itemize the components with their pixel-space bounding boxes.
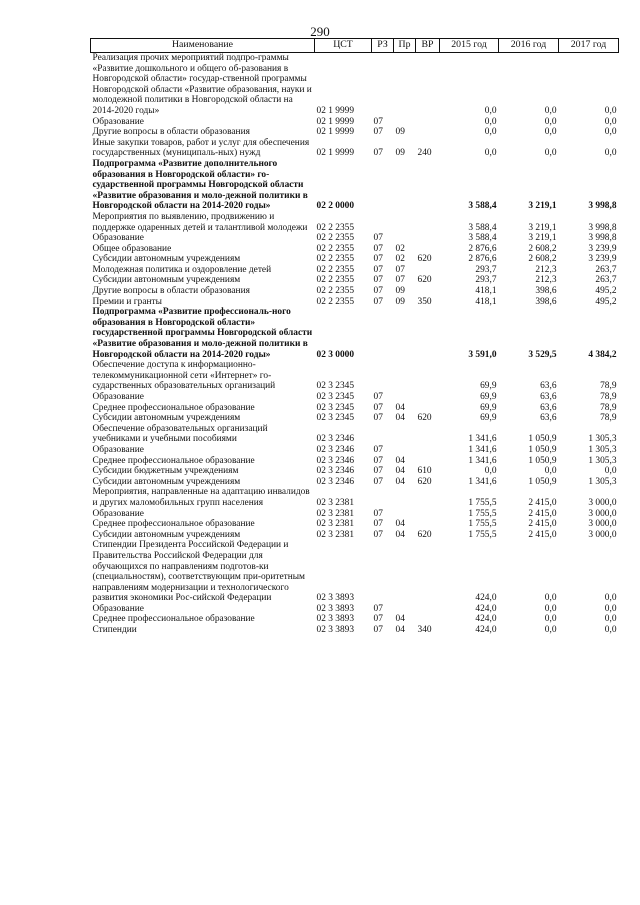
- row-value-2017: 3 998,8: [588, 222, 617, 233]
- row-code: 02 2 2355: [316, 286, 354, 297]
- row-name: Другие вопросы в области образования: [92, 127, 250, 138]
- table-row: [91, 424, 619, 445]
- table-body: [91, 53, 619, 636]
- row-value-2016: 63,6: [540, 402, 557, 413]
- row-name: Среднее профессиональное образование: [92, 614, 255, 625]
- row-value-2015: 418,1: [475, 286, 497, 297]
- row-name: Среднее профессиональное образование: [92, 519, 255, 530]
- row-code: 02 1 9999: [316, 116, 354, 127]
- row-expense-type: [416, 445, 440, 456]
- row-value-2017: 78,9: [600, 392, 617, 402]
- row-expense-type: [416, 614, 440, 625]
- row-value-2015: 0,0: [484, 127, 497, 138]
- row-subsection: 04: [395, 614, 405, 625]
- row-expense-type: [416, 286, 440, 297]
- row-value-2016: 0,0: [544, 593, 557, 604]
- header-code: ЦСТ: [315, 39, 372, 53]
- row-section: 07: [373, 614, 383, 625]
- row-section: 07: [373, 148, 383, 159]
- header-2015: 2015 год: [440, 39, 499, 53]
- row-name: Образование: [92, 233, 144, 244]
- row-section: 07: [373, 413, 383, 424]
- table-row: [91, 275, 619, 286]
- row-subsection: [394, 212, 416, 233]
- row-subsection: [394, 445, 416, 456]
- row-value-2016: 63,6: [540, 413, 557, 424]
- row-name: Образование: [92, 603, 144, 614]
- row-section: 07: [373, 625, 383, 636]
- row-code: 02 3 2346: [316, 476, 354, 487]
- row-value-2015: 3 588,4: [468, 222, 497, 233]
- row-subsection: 09: [395, 286, 405, 297]
- row-name: Образование: [92, 508, 144, 519]
- table-row: [91, 540, 619, 604]
- table-row: [91, 413, 619, 424]
- row-value-2016: 1 050,9: [528, 455, 557, 466]
- table-row: [91, 509, 619, 520]
- row-section: 07: [373, 296, 383, 307]
- row-expense-type: [416, 403, 440, 414]
- row-value-2017: 3 998,8: [588, 201, 617, 212]
- row-section: [372, 307, 394, 360]
- row-value-2016: 3 529,5: [528, 349, 557, 360]
- row-value-2015: 69,9: [480, 413, 497, 424]
- row-subsection: [394, 53, 416, 117]
- row-value-2017: 3 000,0: [588, 529, 617, 540]
- row-value-2015: 0,0: [484, 105, 497, 116]
- row-value-2016: 2 415,0: [528, 508, 557, 519]
- table-row: [91, 360, 619, 392]
- row-value-2016: 212,3: [535, 275, 557, 286]
- row-code: 02 3 2345: [316, 392, 354, 402]
- row-subsection: 04: [395, 466, 405, 477]
- row-subsection: 04: [395, 529, 405, 540]
- row-value-2015: 424,0: [475, 625, 497, 636]
- row-name: Образование: [92, 444, 144, 455]
- row-code: 02 3 2345: [316, 381, 354, 392]
- row-expense-type: 620: [417, 529, 432, 540]
- row-expense-type: [416, 244, 440, 255]
- row-value-2015: 0,0: [484, 466, 497, 477]
- header-expense-type: ВР: [416, 39, 440, 53]
- table-row: [91, 625, 619, 636]
- row-name: Обеспечение доступа к информационно-телекоммуникационной сети «Интернет» го-сударственных образовательных организаций: [92, 360, 276, 392]
- row-code: 02 3 2381: [316, 519, 354, 530]
- row-section: 07: [373, 402, 383, 413]
- row-subsection: [394, 392, 416, 403]
- row-name: Стипендии: [92, 625, 137, 636]
- row-value-2015: 1 755,5: [468, 508, 497, 519]
- row-name: Молодежная политика и оздоровление детей: [92, 264, 272, 275]
- row-value-2017: 0,0: [604, 116, 617, 127]
- row-name: Мероприятия по выявлению, продвижению и поддержке одаренных детей и талантливой молодежи: [92, 211, 308, 233]
- row-subsection: 02: [395, 243, 405, 254]
- row-name: Субсидии автономным учреждениям: [92, 254, 241, 265]
- table-row: [91, 233, 619, 244]
- row-name: Субсидии бюджетным учреждениям: [92, 466, 239, 477]
- row-value-2017: 3 000,0: [588, 508, 617, 519]
- table-row: [91, 254, 619, 265]
- row-code: 02 3 2345: [316, 413, 354, 424]
- row-value-2015: 1 755,5: [468, 529, 497, 540]
- row-section: 07: [373, 444, 383, 455]
- row-expense-type: [416, 53, 440, 117]
- row-code: 02 3 3893: [316, 593, 354, 604]
- row-value-2017: 0,0: [604, 127, 617, 138]
- row-code: 02 2 0000: [316, 201, 354, 212]
- row-expense-type: [416, 233, 440, 244]
- table-row: [91, 392, 619, 403]
- table-row: [91, 403, 619, 414]
- row-section: 07: [373, 275, 383, 286]
- row-section: 07: [373, 286, 383, 297]
- row-value-2017: 0,0: [604, 593, 617, 604]
- row-value-2017: 4 384,2: [588, 349, 617, 360]
- row-value-2016: 0,0: [544, 105, 557, 116]
- row-subsection: 04: [395, 476, 405, 487]
- row-section: 07: [373, 254, 383, 265]
- table-row: [91, 53, 619, 117]
- row-name: Реализация прочих мероприятий подпро-граммы «Развитие дошкольного и общего об-разования в Новгородской области» государ-ственной программы Новгородской области «Развитие образования, науки и молодежной политики в Новгородской области на 2014-2020 годы»: [92, 53, 312, 116]
- row-name: Подпрограмма «Развитие дополнительного образования в Новгородской области» го-сударственной программы Новгородской области «Развитие образования и моло-дежной политики в Новгородской области на 2014-2020 годы»: [92, 158, 308, 212]
- row-section: 07: [373, 127, 383, 138]
- table-row: [91, 307, 619, 360]
- row-section: 07: [373, 455, 383, 466]
- row-expense-type: 620: [417, 254, 432, 265]
- row-subsection: [394, 540, 416, 604]
- row-expense-type: [416, 540, 440, 604]
- table-row: [91, 127, 619, 138]
- row-value-2016: 3 219,1: [528, 222, 557, 233]
- row-code: 02 3 2381: [316, 497, 354, 508]
- row-value-2016: 3 219,1: [528, 233, 557, 244]
- table-row: [91, 519, 619, 530]
- row-value-2016: 3 219,1: [528, 201, 557, 212]
- row-code: 02 2 2355: [316, 243, 354, 254]
- row-value-2016: 2 608,2: [528, 254, 557, 265]
- row-section: 07: [373, 264, 383, 275]
- row-value-2017: 263,7: [595, 275, 617, 286]
- row-value-2016: 2 415,0: [528, 519, 557, 530]
- row-section: [372, 540, 394, 604]
- row-expense-type: [416, 604, 440, 615]
- row-code: 02 2 2355: [316, 296, 354, 307]
- row-value-2017: 3 998,8: [588, 233, 617, 244]
- row-section: [372, 360, 394, 392]
- row-value-2015: 2 876,6: [468, 243, 497, 254]
- row-expense-type: [416, 159, 440, 212]
- row-value-2017: 1 305,3: [588, 455, 617, 466]
- row-value-2017: 495,2: [595, 296, 617, 307]
- row-subsection: [394, 159, 416, 212]
- row-subsection: 02: [395, 254, 405, 265]
- row-value-2015: 418,1: [475, 296, 497, 307]
- row-subsection: [394, 487, 416, 508]
- row-value-2016: 398,6: [535, 286, 557, 297]
- row-subsection: 07: [395, 264, 405, 275]
- row-value-2015: 293,7: [475, 264, 497, 275]
- table-row: [91, 297, 619, 308]
- row-code: 02 3 2381: [316, 508, 354, 519]
- row-section: [372, 424, 394, 445]
- row-value-2017: 1 305,3: [588, 476, 617, 487]
- table-row: [91, 604, 619, 615]
- row-value-2016: 1 050,9: [528, 444, 557, 455]
- row-code: 02 3 3893: [316, 625, 354, 636]
- row-value-2017: 3 239,9: [588, 254, 617, 265]
- row-value-2017: 263,7: [595, 264, 617, 275]
- row-code: 02 2 2355: [316, 264, 354, 275]
- row-expense-type: [416, 509, 440, 520]
- row-subsection: 09: [395, 296, 405, 307]
- row-section: 07: [373, 508, 383, 519]
- table-row: [91, 530, 619, 541]
- row-code: 02 1 9999: [316, 127, 354, 138]
- row-value-2017: 78,9: [600, 413, 617, 424]
- table-row: [91, 212, 619, 233]
- row-name: Образование: [92, 116, 144, 127]
- row-name: Подпрограмма «Развитие профессиональ-ного образования в Новгородской области» государственной программы Новгородской области «Развитие образования и моло-дежной политики в Новгородской области на 2014-2020 годы»: [92, 307, 313, 360]
- table-row: [91, 466, 619, 477]
- row-name: Общее образование: [92, 243, 172, 254]
- row-value-2015: 1 341,6: [468, 434, 497, 445]
- row-value-2016: 212,3: [535, 264, 557, 275]
- row-expense-type: 350: [417, 296, 432, 307]
- row-value-2017: 0,0: [604, 466, 617, 477]
- row-subsection: [394, 233, 416, 244]
- row-code: 02 3 2346: [316, 466, 354, 477]
- table-row: [91, 614, 619, 625]
- row-subsection: 04: [395, 519, 405, 530]
- row-code: 02 3 2381: [316, 529, 354, 540]
- row-subsection: 04: [395, 413, 405, 424]
- row-value-2015: 1 341,6: [468, 455, 497, 466]
- row-value-2017: 0,0: [604, 148, 617, 159]
- row-value-2015: 69,9: [480, 392, 497, 402]
- row-value-2016: 1 050,9: [528, 476, 557, 487]
- row-code: 02 1 9999: [316, 105, 354, 116]
- row-value-2015: 424,0: [475, 593, 497, 604]
- row-subsection: [394, 424, 416, 445]
- row-value-2016: 0,0: [544, 148, 557, 159]
- row-value-2016: 0,0: [544, 614, 557, 625]
- row-code: 02 3 2345: [316, 402, 354, 413]
- row-subsection: [394, 509, 416, 520]
- header-subsection: Пр: [394, 39, 416, 53]
- row-expense-type: 620: [417, 413, 432, 424]
- row-value-2015: 3 588,4: [468, 233, 497, 244]
- row-value-2017: 3 239,9: [588, 243, 617, 254]
- row-value-2015: 69,9: [480, 381, 497, 392]
- row-code: 02 3 3893: [316, 614, 354, 625]
- row-value-2015: 2 876,6: [468, 254, 497, 265]
- row-name: Субсидии автономным учреждениям: [92, 275, 241, 286]
- row-subsection: 04: [395, 625, 405, 636]
- row-value-2015: 1 341,6: [468, 476, 497, 487]
- row-expense-type: [416, 127, 440, 138]
- row-code: 02 3 2346: [316, 455, 354, 466]
- row-value-2016: 2 415,0: [528, 497, 557, 508]
- row-code: 02 2 2355: [316, 254, 354, 265]
- row-code: 02 3 0000: [316, 349, 354, 360]
- row-value-2015: 1 755,5: [468, 497, 497, 508]
- row-value-2016: 0,0: [544, 603, 557, 614]
- row-value-2016: 0,0: [544, 466, 557, 477]
- table-row: [91, 265, 619, 276]
- table-row: [91, 286, 619, 297]
- row-value-2017: 78,9: [600, 402, 617, 413]
- row-expense-type: [416, 265, 440, 276]
- row-subsection: [394, 307, 416, 360]
- header-section: РЗ: [372, 39, 394, 53]
- row-value-2017: 0,0: [604, 625, 617, 636]
- row-subsection: 04: [395, 402, 405, 413]
- row-value-2015: 3 588,4: [468, 201, 497, 212]
- table-row: [91, 244, 619, 255]
- row-value-2017: 3 000,0: [588, 519, 617, 530]
- row-value-2017: 0,0: [604, 614, 617, 625]
- row-value-2015: 0,0: [484, 116, 497, 127]
- budget-table: [90, 38, 619, 636]
- row-name: Среднее профессиональное образование: [92, 455, 255, 466]
- row-expense-type: [416, 212, 440, 233]
- row-name: Мероприятия, направленные на адаптацию инвалидов и других маломобильных групп населения: [92, 487, 310, 508]
- row-value-2015: 1 341,6: [468, 444, 497, 455]
- row-value-2015: 424,0: [475, 603, 497, 614]
- row-expense-type: 240: [417, 148, 432, 159]
- row-code: 02 2 2355: [316, 222, 354, 233]
- row-section: [372, 53, 394, 117]
- header-name: Наименование: [91, 39, 315, 53]
- row-section: 07: [373, 233, 383, 244]
- row-value-2016: 1 050,9: [528, 434, 557, 445]
- row-value-2015: 424,0: [475, 614, 497, 625]
- row-subsection: 09: [395, 127, 405, 138]
- page-number: 290: [310, 24, 330, 39]
- row-value-2016: 2 415,0: [528, 529, 557, 540]
- row-name: Обеспечение образовательных организаций учебниками и учебными пособиями: [92, 423, 268, 445]
- row-name: Премии и гранты: [92, 296, 162, 307]
- row-value-2016: 63,6: [540, 381, 557, 392]
- row-name: Субсидии автономным учреждениям: [92, 529, 241, 540]
- table-row: [91, 138, 619, 159]
- header-row: [91, 39, 619, 53]
- row-subsection: 09: [395, 148, 405, 159]
- row-code: 02 3 3893: [316, 603, 354, 614]
- row-section: 07: [373, 243, 383, 254]
- row-value-2017: 3 000,0: [588, 497, 617, 508]
- row-code: 02 2 2355: [316, 233, 354, 244]
- row-value-2016: 0,0: [544, 116, 557, 127]
- row-value-2017: 495,2: [595, 286, 617, 297]
- row-name: Субсидии автономным учреждениям: [92, 476, 241, 487]
- row-value-2017: 1 305,3: [588, 434, 617, 445]
- table-row: [91, 456, 619, 467]
- row-expense-type: [416, 519, 440, 530]
- row-value-2017: 78,9: [600, 381, 617, 392]
- row-section: 07: [373, 529, 383, 540]
- row-subsection: [394, 604, 416, 615]
- row-expense-type: [416, 456, 440, 467]
- row-code: 02 1 9999: [316, 148, 354, 159]
- row-value-2015: 293,7: [475, 275, 497, 286]
- row-expense-type: 620: [417, 476, 432, 487]
- row-expense-type: 340: [417, 625, 432, 636]
- row-expense-type: [416, 360, 440, 392]
- row-section: 07: [373, 392, 383, 402]
- row-expense-type: [416, 117, 440, 128]
- row-expense-type: [416, 487, 440, 508]
- row-section: [372, 487, 394, 508]
- row-value-2016: 0,0: [544, 127, 557, 138]
- row-value-2015: 0,0: [484, 148, 497, 159]
- row-expense-type: [416, 392, 440, 403]
- header-2016: 2016 год: [499, 39, 559, 53]
- table-row: [91, 445, 619, 456]
- row-name: Другие вопросы в области образования: [92, 286, 250, 297]
- table-row: [91, 477, 619, 488]
- row-name: Стипендии Президента Российской Федерации и Правительства Российской Федерации для обучающихся по направлениям подготов-ки (специальностям), соответствующим при-оритетным направлениям модернизации и технологического развития экономики Рос-сийской Федерации: [92, 540, 305, 604]
- table-row: [91, 117, 619, 128]
- row-value-2015: 1 755,5: [468, 519, 497, 530]
- row-name: Субсидии автономным учреждениям: [92, 413, 241, 424]
- row-section: [372, 212, 394, 233]
- table-row: [91, 487, 619, 508]
- row-value-2015: 3 591,0: [468, 349, 497, 360]
- row-code: 02 2 2355: [316, 275, 354, 286]
- row-value-2016: 2 608,2: [528, 243, 557, 254]
- row-value-2017: 0,0: [604, 105, 617, 116]
- row-subsection: [394, 360, 416, 392]
- row-code: 02 3 2346: [316, 444, 354, 455]
- row-section: 07: [373, 466, 383, 477]
- row-subsection: [394, 117, 416, 128]
- row-section: 07: [373, 603, 383, 614]
- row-value-2015: 69,9: [480, 402, 497, 413]
- row-expense-type: 610: [417, 466, 432, 477]
- row-section: 07: [373, 519, 383, 530]
- row-value-2017: 1 305,3: [588, 444, 617, 455]
- row-expense-type: [416, 307, 440, 360]
- row-section: 07: [373, 116, 383, 127]
- row-value-2016: 63,6: [540, 392, 557, 402]
- row-expense-type: 620: [417, 275, 432, 286]
- row-name: Иные закупки товаров, работ и услуг для обеспечения государственных (муниципаль-ных) нужд: [92, 137, 310, 159]
- row-value-2016: 0,0: [544, 625, 557, 636]
- row-name: Среднее профессиональное образование: [92, 402, 255, 413]
- row-value-2016: 398,6: [535, 296, 557, 307]
- row-value-2017: 0,0: [604, 603, 617, 614]
- row-name: Образование: [92, 392, 144, 402]
- table-row: [91, 159, 619, 212]
- header-2017: 2017 год: [559, 39, 619, 53]
- row-section: [372, 159, 394, 212]
- row-subsection: 07: [395, 275, 405, 286]
- row-code: 02 3 2346: [316, 434, 354, 445]
- row-section: 07: [373, 476, 383, 487]
- row-expense-type: [416, 424, 440, 445]
- row-subsection: 04: [395, 455, 405, 466]
